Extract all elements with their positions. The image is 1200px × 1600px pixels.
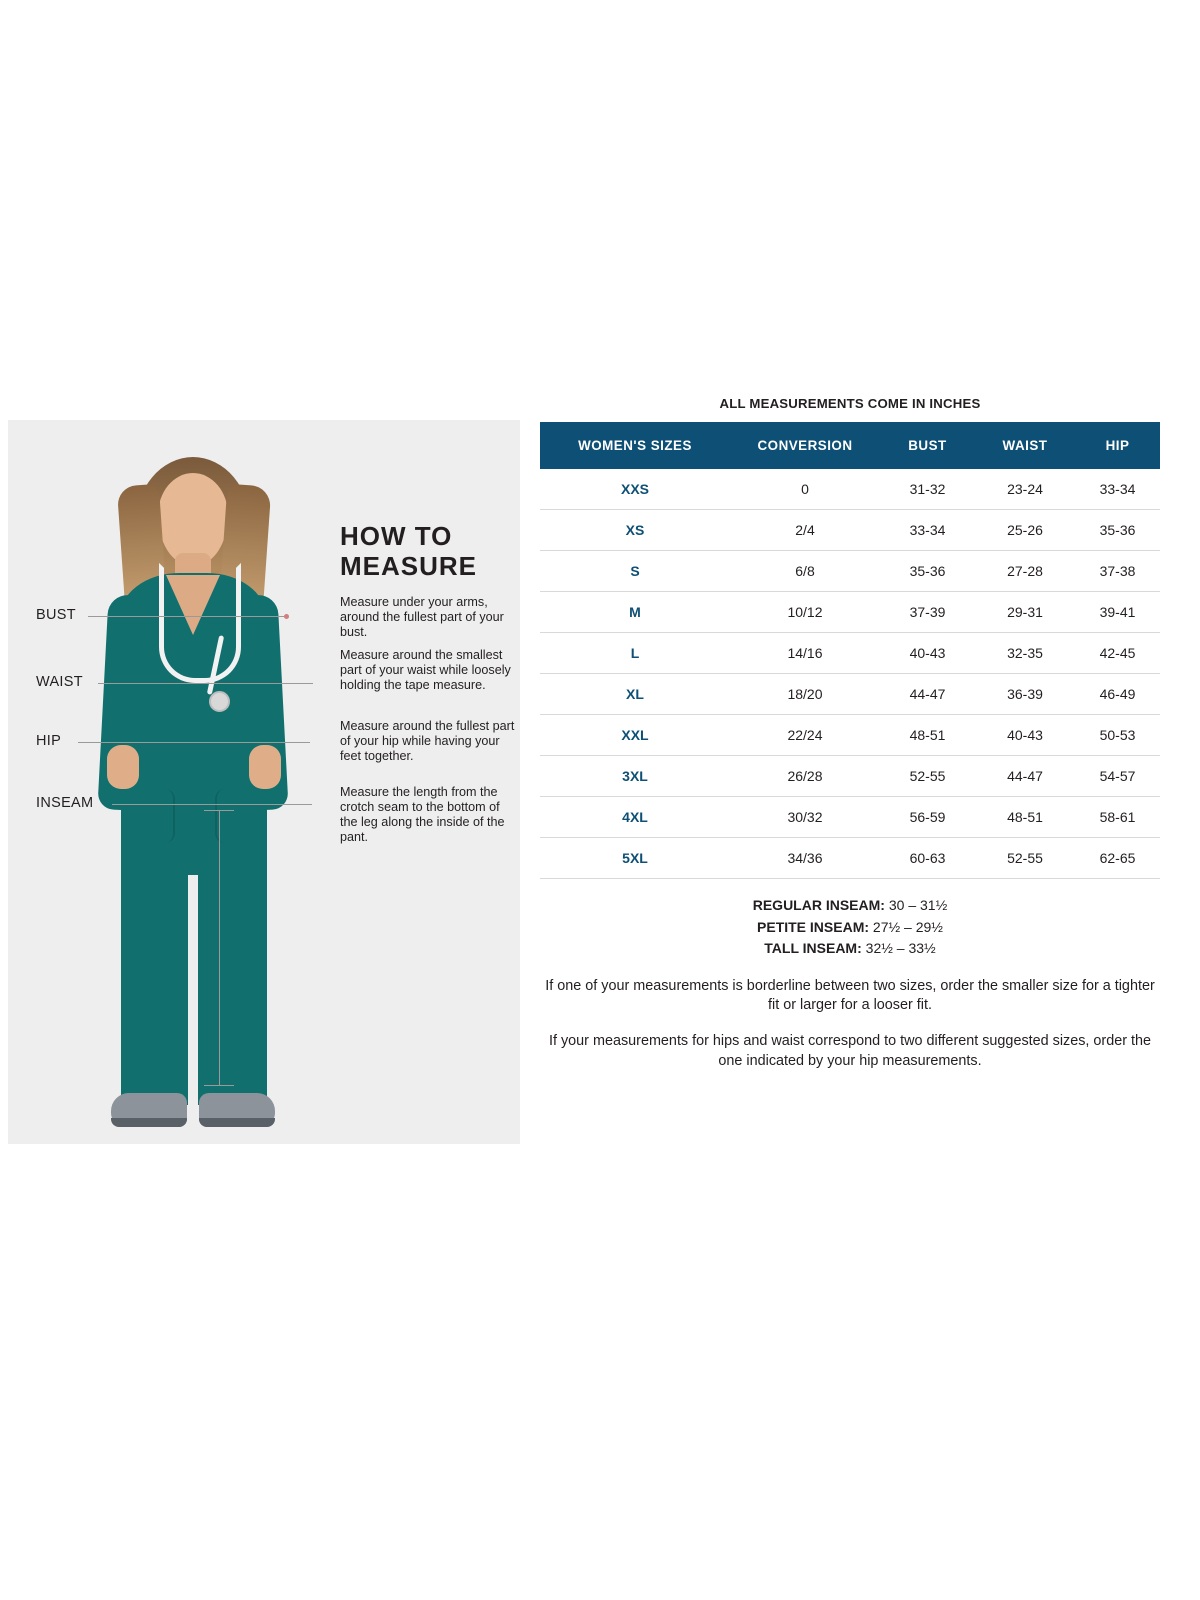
- cell-bust: 52-55: [880, 756, 975, 797]
- size-chart-body: [540, 469, 1160, 879]
- sizing-note-hip-priority: If your measurements for hips and waist correspond to two different suggested sizes, order the one indicated by your hip measurements.: [548, 1033, 1152, 1069]
- table-row: [540, 469, 1160, 510]
- cell-size: 3XL: [540, 756, 730, 797]
- cell-waist: 32-35: [975, 633, 1075, 674]
- cell-size: XXL: [540, 715, 730, 756]
- cell-bust: 35-36: [880, 551, 975, 592]
- page-title: [340, 522, 520, 582]
- size-chart-table: [540, 422, 1160, 879]
- how-to-measure-panel: [8, 420, 520, 1144]
- size-chart-panel: [540, 396, 1160, 1071]
- cell-waist: 44-47: [975, 756, 1075, 797]
- cell-hip: 37-38: [1075, 551, 1160, 592]
- column-header-bust: BUST: [880, 422, 975, 469]
- cell-conversion: 14/16: [730, 633, 880, 674]
- cell-bust: 37-39: [880, 592, 975, 633]
- cell-bust: 31-32: [880, 469, 975, 510]
- cell-waist: 40-43: [975, 715, 1075, 756]
- cell-hip: 33-34: [1075, 469, 1160, 510]
- instruction-waist: Measure around the smallest part of your waist while loosely holding the tape measure.: [340, 648, 511, 692]
- cell-waist: 29-31: [975, 592, 1075, 633]
- cell-waist: 27-28: [975, 551, 1075, 592]
- waist-leader-line: [98, 683, 313, 684]
- instruction-hip: Measure around the fullest part of your hip while having your feet together.: [340, 719, 515, 763]
- table-row: [540, 797, 1160, 838]
- table-row: [540, 756, 1160, 797]
- table-row: [540, 551, 1160, 592]
- model-shoe-right: [199, 1093, 275, 1127]
- cell-bust: 56-59: [880, 797, 975, 838]
- cell-hip: 42-45: [1075, 633, 1160, 674]
- cell-bust: 40-43: [880, 633, 975, 674]
- column-header-waist: WAIST: [975, 422, 1075, 469]
- model-shoe-left: [111, 1093, 187, 1127]
- instruction-inseam: Measure the length from the crotch seam to the bottom of the leg along the inside of the pant.: [340, 785, 505, 844]
- size-chart-head: [540, 422, 1160, 469]
- cell-conversion: 30/32: [730, 797, 880, 838]
- page-title-line1: HOW TO: [340, 521, 453, 551]
- cell-hip: 35-36: [1075, 510, 1160, 551]
- stethoscope-icon: [159, 563, 241, 683]
- cell-hip: 54-57: [1075, 756, 1160, 797]
- sizing-note-borderline: If one of your measurements is borderline between two sizes, order the smaller size for a tighter fit or larger for a looser fit.: [545, 978, 1155, 1014]
- hip-label: HIP: [36, 733, 62, 749]
- measurements-units-note: ALL MEASUREMENTS COME IN INCHES: [719, 396, 981, 411]
- cell-size: S: [540, 551, 730, 592]
- table-row: [540, 592, 1160, 633]
- cell-conversion: 22/24: [730, 715, 880, 756]
- model-hand-right: [249, 745, 281, 789]
- cell-conversion: 18/20: [730, 674, 880, 715]
- column-header-hip: HIP: [1075, 422, 1160, 469]
- cell-hip: 62-65: [1075, 838, 1160, 879]
- table-row: [540, 838, 1160, 879]
- cell-conversion: 0: [730, 469, 880, 510]
- model-face: [158, 473, 228, 565]
- inseam-petite-label: PETITE INSEAM:: [757, 918, 870, 935]
- table-row: [540, 633, 1160, 674]
- cell-waist: 23-24: [975, 469, 1075, 510]
- cell-conversion: 34/36: [730, 838, 880, 879]
- cell-conversion: 6/8: [730, 551, 880, 592]
- table-row: [540, 510, 1160, 551]
- inseam-cap-top: [204, 810, 234, 811]
- cell-conversion: 10/12: [730, 592, 880, 633]
- cell-size: 5XL: [540, 838, 730, 879]
- inseam-vertical-line: [219, 810, 220, 1085]
- stethoscope-bell: [209, 691, 230, 712]
- waist-label: WAIST: [36, 674, 83, 690]
- bust-leader-line: [88, 616, 288, 617]
- table-row: [540, 674, 1160, 715]
- inseam-cap-bottom: [204, 1085, 234, 1086]
- cell-size: L: [540, 633, 730, 674]
- inseam-summary: [540, 895, 1160, 960]
- page-title-line2: MEASURE: [340, 550, 478, 581]
- cell-hip: 39-41: [1075, 592, 1160, 633]
- cell-bust: 60-63: [880, 838, 975, 879]
- bust-leader-dot: [284, 614, 289, 619]
- cell-waist: 25-26: [975, 510, 1075, 551]
- column-header-conversion: CONVERSION: [730, 422, 880, 469]
- model-hand-left: [107, 745, 139, 789]
- inseam-petite: [540, 917, 1160, 939]
- inseam-regular-label: REGULAR INSEAM:: [752, 897, 885, 913]
- inseam-tall: [540, 938, 1160, 960]
- cell-size: XL: [540, 674, 730, 715]
- model-pocket-left: [129, 789, 175, 843]
- cell-conversion: 2/4: [730, 510, 880, 551]
- hip-leader-line: [78, 742, 310, 743]
- inseam-regular-value: 30 – 31½: [888, 897, 948, 913]
- cell-size: XS: [540, 510, 730, 551]
- bust-label: BUST: [36, 607, 76, 623]
- inseam-tall-value: 32½ – 33½: [865, 940, 936, 957]
- cell-bust: 48-51: [880, 715, 975, 756]
- cell-hip: 50-53: [1075, 715, 1160, 756]
- model-illustration: [63, 445, 323, 1125]
- cell-conversion: 26/28: [730, 756, 880, 797]
- column-header-womens-sizes: WOMEN'S SIZES: [540, 422, 730, 469]
- table-header-row: [540, 422, 1160, 469]
- inseam-leader-line: [112, 804, 312, 805]
- cell-waist: 48-51: [975, 797, 1075, 838]
- cell-waist: 52-55: [975, 838, 1075, 879]
- instruction-bust: Measure under your arms, around the fullest part of your bust.: [340, 595, 504, 639]
- cell-waist: 36-39: [975, 674, 1075, 715]
- cell-hip: 58-61: [1075, 797, 1160, 838]
- cell-bust: 44-47: [880, 674, 975, 715]
- cell-hip: 46-49: [1075, 674, 1160, 715]
- cell-size: XXS: [540, 469, 730, 510]
- model-pocket-right: [215, 789, 261, 843]
- inseam-petite-value: 27½ – 29½: [872, 918, 943, 935]
- model-leg-gap: [188, 875, 198, 1107]
- cell-size: 4XL: [540, 797, 730, 838]
- cell-size: M: [540, 592, 730, 633]
- inseam-tall-label: TALL INSEAM:: [764, 940, 862, 957]
- table-row: [540, 715, 1160, 756]
- inseam-regular: [540, 895, 1160, 917]
- inseam-label: INSEAM: [36, 795, 94, 811]
- cell-bust: 33-34: [880, 510, 975, 551]
